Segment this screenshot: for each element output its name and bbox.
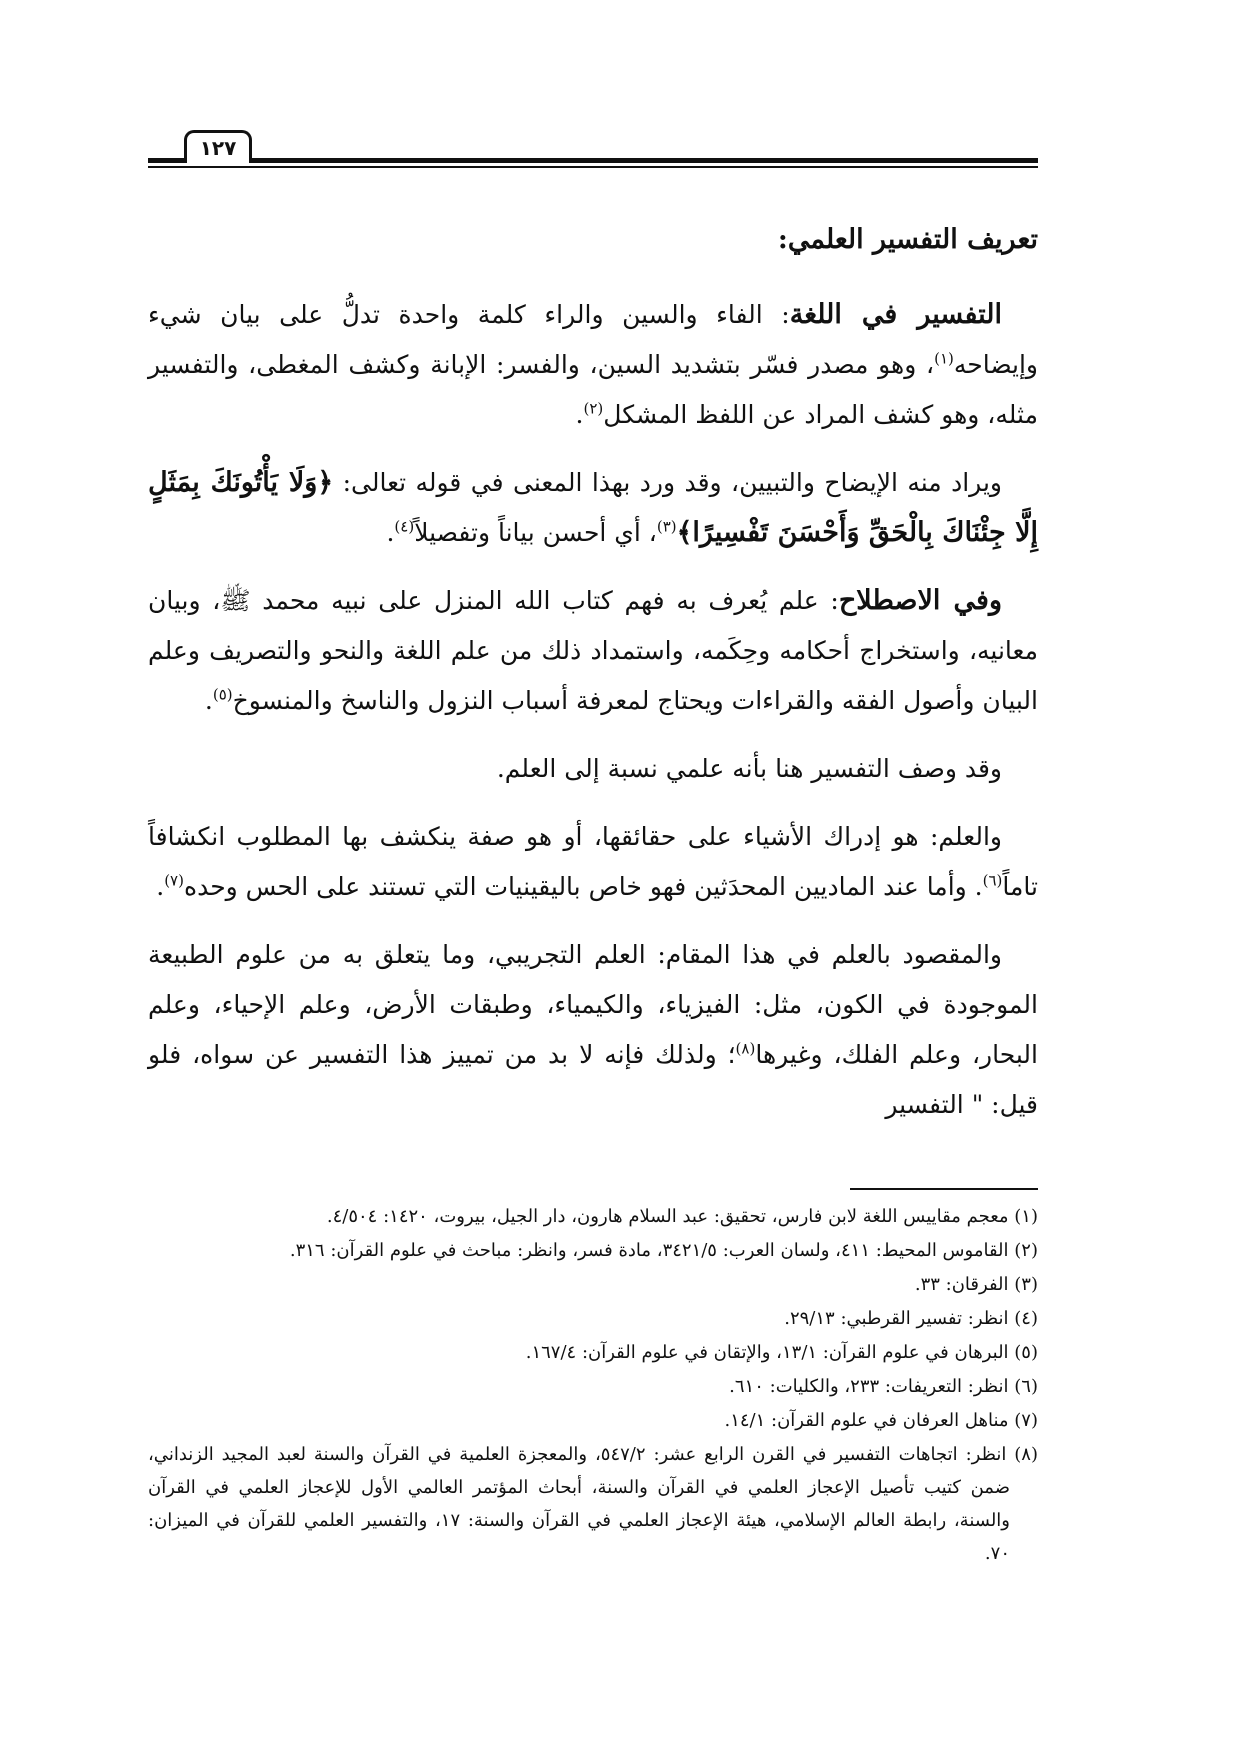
paragraph-text: ؛ ولذلك فإنه لا بد من تمييز هذا التفسير عن سواه، فلو قيل: " التفسير [148,1040,1038,1119]
footnote-7: (٧) مناهل العرفان في علوم القرآن: ١٤/١. [724,1410,1038,1431]
paragraph-text: : علم يُعرف به فهم كتاب الله المنزل على نبيه محمد ﷺ، وبيان معانيه، واستخراج أحكامه وحِكَمه، واستمداد ذلك من علم اللغة والنحو والتصريف وعلم البيان وأصول الفقه والقراءات ويحتاج لمعرفة أسباب النزول والناسخ والمنسوخ [148,586,1038,715]
footnote-6: (٦) انظر: التعريفات: ٢٣٣، والكليات: ٦١٠. [729,1376,1038,1397]
paragraph-text: ويراد منه الإيضاح والتبيين، وقد ورد بهذا المعنى في قوله تعالى: [333,468,1002,497]
paragraph-text: . وأما عند الماديين المحدَثين فهو خاص باليقينيات التي تستند على الحس وحده [183,872,983,901]
paragraph-science-attribution: وقد وصف التفسير هنا بأنه علمي نسبة إلى العلم. [496,754,1002,783]
footnote-2: (٢) القاموس المحيط: ٤١١، ولسان العرب: ٣٤٢١/٥، مادة فسر، وانظر: مباحث في علوم القرآن: ٣١٦. [289,1240,1038,1261]
footnote-8: (٨) انظر: اتجاهات التفسير في القرن الرابع عشر: ٥٤٧/٢، والمعجزة العلمية في القرآن والسنة لعبد المجيد الزنداني، ضمن كتيب تأصيل الإعجاز العلمي في القرآن والسنة، أبحاث المؤتمر العالمي الأول للإعجاز العلمي في القرآن والسنة، رابطة العالم الإسلامي، هيئة الإعجاز العلمي في القرآن والسنة: ١٧، والتفسير العلمي للقرآن في الميزان: ٧٠. [148,1444,1038,1564]
term-technical: وفي الاصطلاح [838,585,1002,616]
page-header [148,128,1038,168]
footnote-ref-7[interactable]: (٧) [164,871,184,890]
paragraph-text: . [575,400,584,429]
paragraph-text: ، وهو مصدر فسّر بتشديد السين، والفسر: الإبانة وكشف المغطى، والتفسير مثله، وهو كشف المراد عن اللفظ المشكل [148,350,1038,429]
paragraph-text: : الفاء والسين والراء كلمة واحدة تدلُّ على بيان شيء وإيضاحه [148,300,1038,379]
footnote-ref-6[interactable]: (٦) [982,871,1003,890]
footnote-5: (٥) البرهان في علوم القرآن: ١٣/١، والإتقان في علوم القرآن: ١٦٧/٤. [525,1342,1038,1363]
header-rule-thin [148,166,1038,168]
footnote-4: (٤) انظر: تفسير القرطبي: ٢٩/١٣. [784,1308,1038,1329]
footnotes [148,1200,1038,1570]
main-content [148,218,1038,1148]
paragraph-text: والعلم: هو إدراك الأشياء على حقائقها، أو هو صفة ينكشف بها المطلوب انكشافاً تاماً [148,822,1038,901]
footnote-ref-5[interactable]: (٥) [212,685,233,704]
paragraph-text: . [386,518,395,547]
quran-verse: ﴿وَلَا يَأْتُونَكَ بِمَثَلٍ إِلَّا جِئْنَاكَ بِالْحَقِّ وَأَحْسَنَ تَفْسِيرًا﴾ [148,467,1038,548]
paragraph-experimental-science [148,930,1038,1130]
footnote-ref-3[interactable]: (٣) [656,517,677,536]
footnote-1: (١) معجم مقاييس اللغة لابن فارس، تحقيق: عبد السلام هارون، دار الجيل، بيروت، ١٤٢٠: ٤/٥٠٤. [326,1206,1038,1227]
paragraph-text: والمقصود بالعلم في هذا المقام: العلم التجريبي، وما يتعلق به من علوم الطبيعة الموجودة في الكون، مثل: الفيزياء، والكيمياء، وطبقات الأرض، وعلم الإحياء، وعلم البحار، وعلم الفلك، وغيرها [148,940,1038,1069]
term-linguistic: التفسير في اللغة [789,299,1002,330]
footnote-ref-4[interactable]: (٤) [394,517,415,536]
header-rule [148,158,1038,163]
paragraph-text: . [204,686,213,715]
paragraph-text: . [156,872,165,901]
footnote-ref-2[interactable]: (٢) [583,399,604,418]
paragraph-quran-citation [148,458,1038,558]
footnote-3: (٣) الفرقان: ٣٣. [914,1274,1038,1295]
section-heading: تعريف التفسير العلمي: [777,224,1038,255]
paragraph-technical-definition [148,576,1038,726]
footnote-separator [850,1188,1038,1190]
paragraph-linguistic-definition [148,290,1038,440]
footnote-ref-1[interactable]: (١) [934,349,954,368]
paragraph-science-definition [148,812,1038,912]
footnote-ref-8[interactable]: (٨) [735,1039,756,1058]
paragraph-text: ، أي أحسن بياناً وتفصيلاً [414,518,657,547]
page-number: ١٢٧ [184,130,252,163]
